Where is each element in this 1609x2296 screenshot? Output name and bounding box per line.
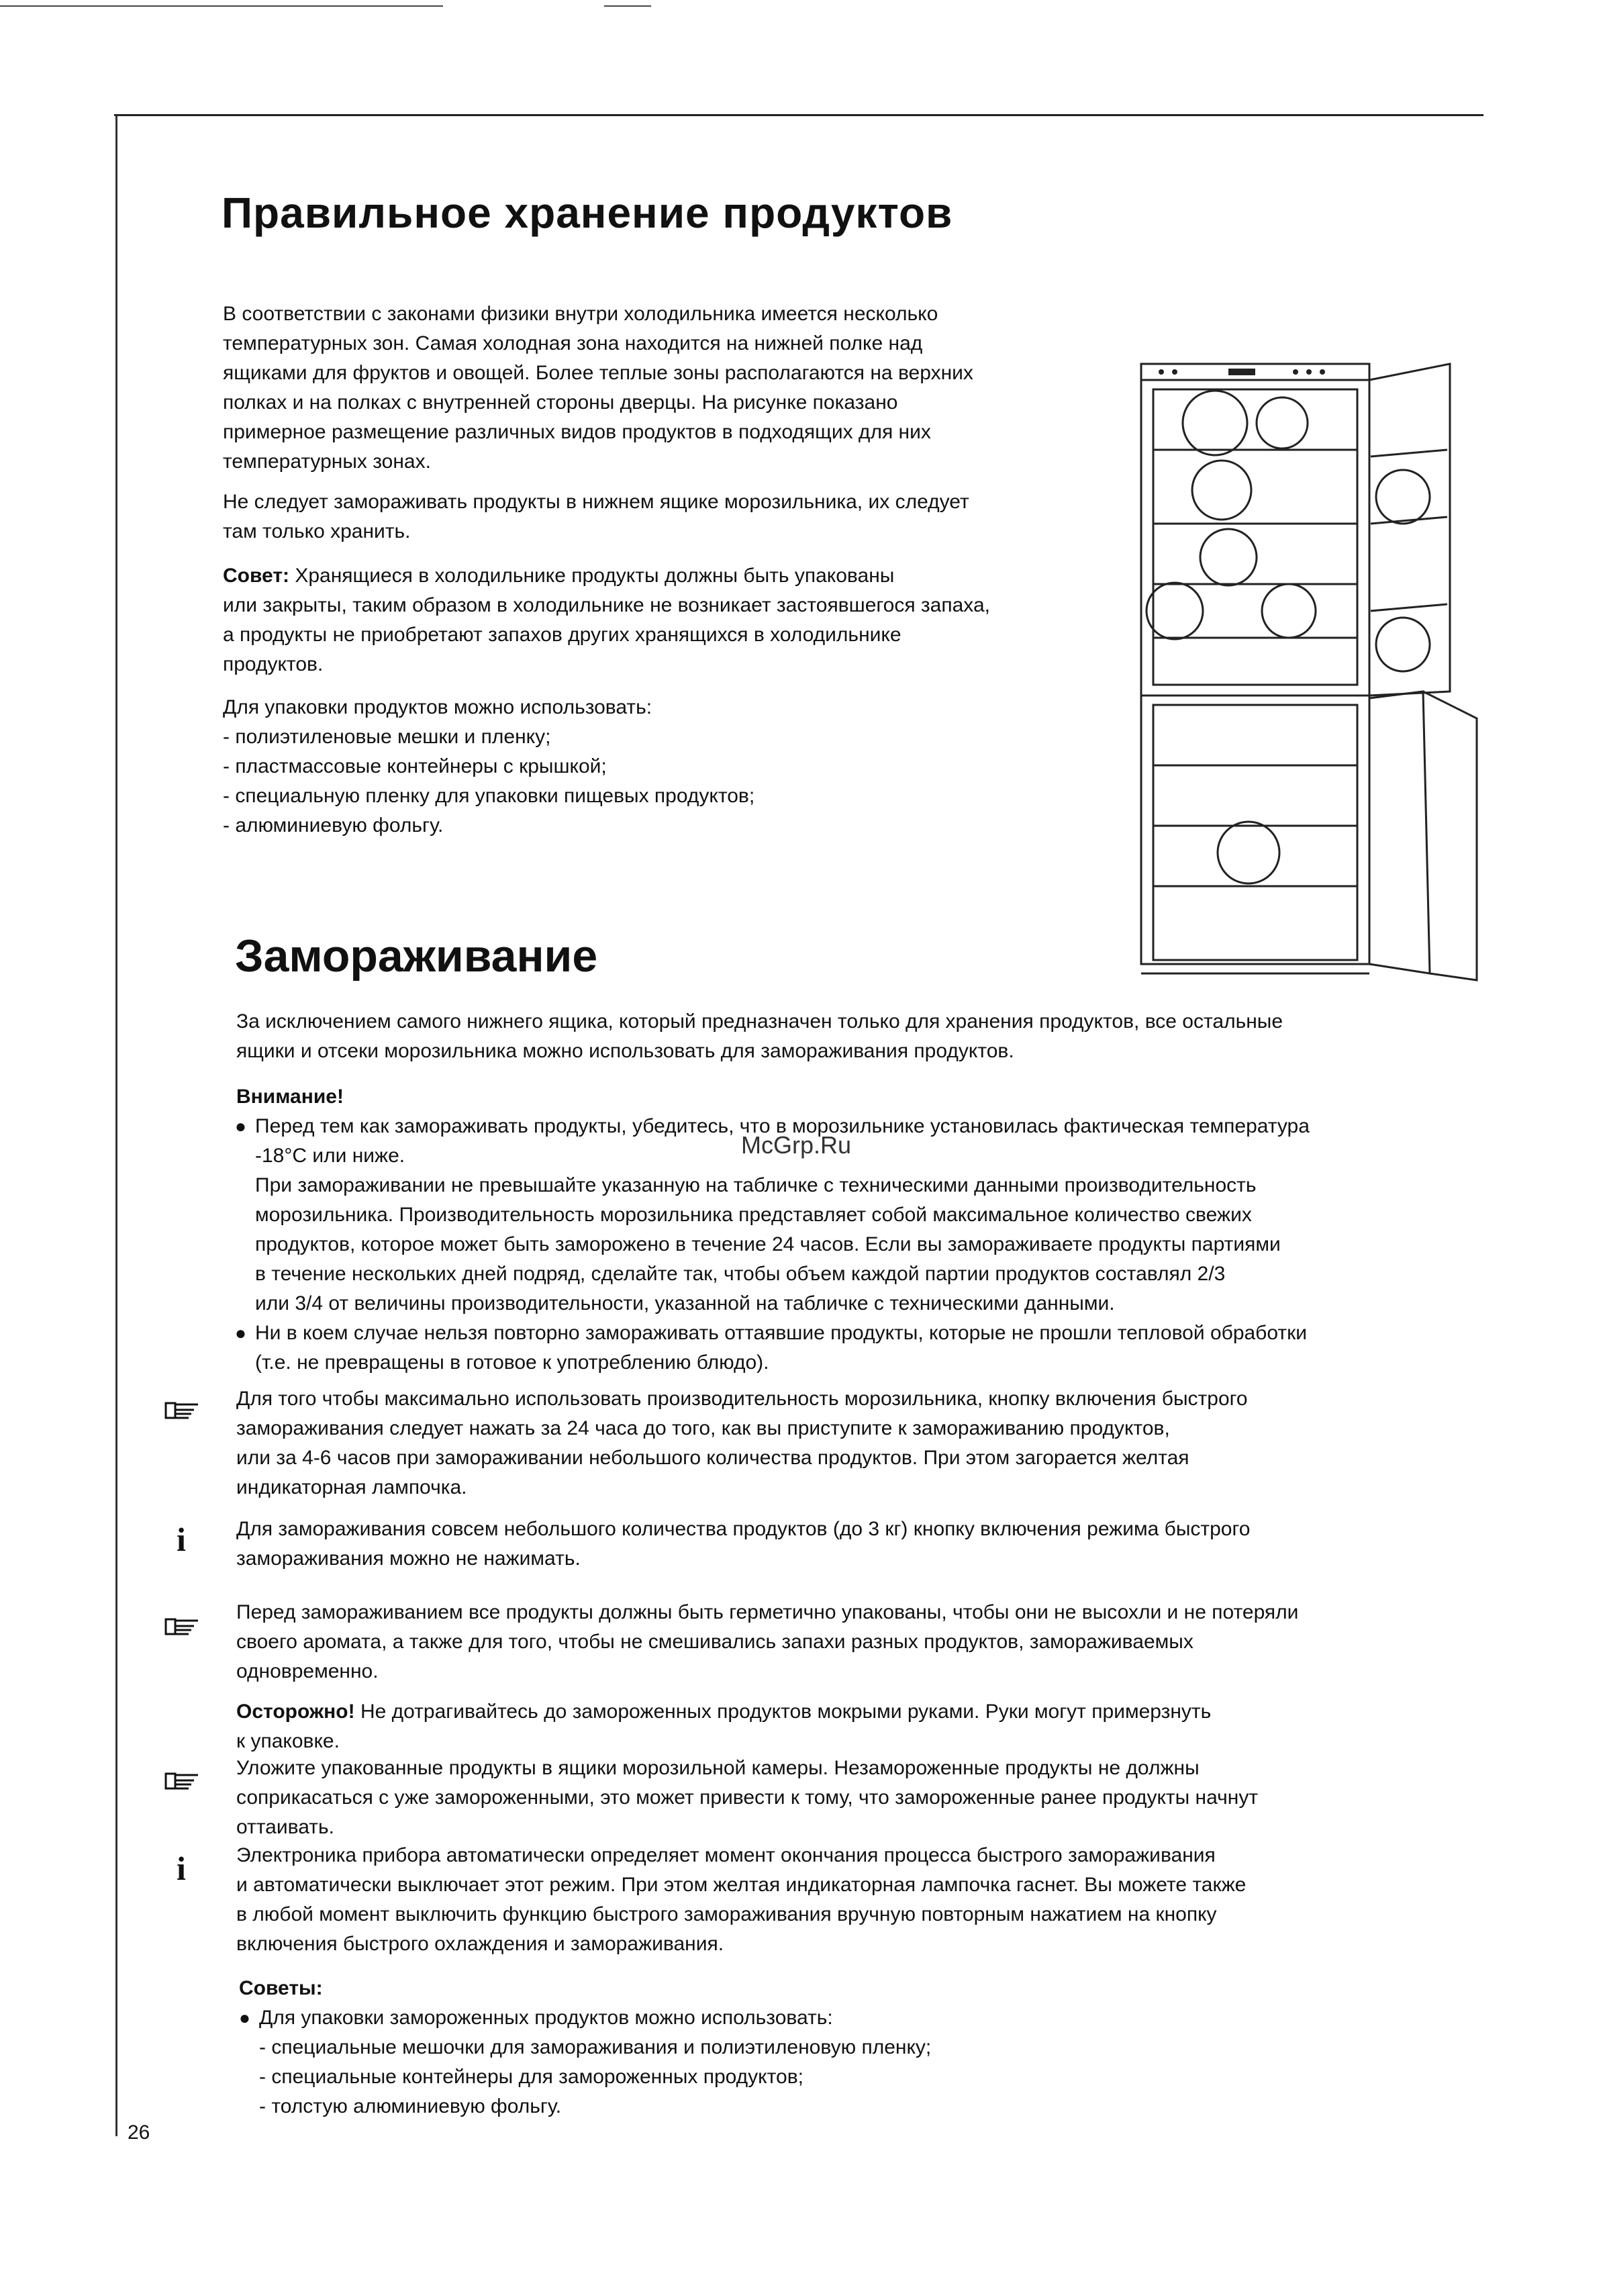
- svg-text:i: i: [177, 1521, 186, 1558]
- text-line: Для замораживания совсем небольшого количества продуктов (до 3 кг) кнопку включения режима быстрого: [236, 1518, 1251, 1540]
- text-line: одновременно.: [236, 1660, 379, 1682]
- quick-freeze-note: [236, 1384, 1248, 1502]
- text-line: к упаковке.: [236, 1730, 340, 1752]
- bullet-item: [235, 1319, 1485, 1378]
- text-line: (т.е. не превращены в готовое к употреблению блюдо).: [255, 1351, 769, 1374]
- text-line: При замораживании не превышайте указанную на табличке с техническими данными производительность: [255, 1174, 1257, 1196]
- bullet-dot-icon: ●: [239, 2007, 250, 2028]
- bullet-dot-icon: ●: [235, 1323, 246, 1343]
- text-line: или 3/4 от величины производительности, указанной на табличке с техническими данными.: [255, 1292, 1115, 1314]
- tips-label: Советы:: [239, 1977, 323, 1999]
- text-line: Для того чтобы максимально использовать производительность морозильника, кнопку включения быстрого: [236, 1388, 1248, 1410]
- info-i-icon: [164, 1519, 205, 1559]
- text-line: Электроника прибора автоматически определяет момент окончания процесса быстрого замораживания: [236, 1844, 1216, 1866]
- freezer-drawer-note: [223, 487, 969, 546]
- text-line: своего аромата, а также для того, чтобы не смешивались запахи разных продуктов, замораживаемых: [236, 1631, 1193, 1653]
- text-line: или за 4-6 часов при замораживании небольшого количества продуктов. При этом загорается желтая: [236, 1447, 1189, 1469]
- text-line: замораживания следует нажать за 24 часа до того, как вы приступите к замораживанию продуктов,: [236, 1417, 1170, 1439]
- text-line: ящиками для фруктов и овощей. Более теплые зоны располагаются на верхних: [223, 362, 973, 384]
- list-item: - толстую алюминиевую фольгу.: [259, 2095, 562, 2117]
- storage-tip: [223, 561, 990, 679]
- list-item: - специальные контейнеры для замороженных продуктов;: [259, 2066, 803, 2088]
- list-intro: Для упаковки продуктов можно использовать:: [223, 696, 652, 718]
- margin-rule: [115, 115, 117, 2136]
- attention-label: Внимание!: [236, 1086, 344, 1108]
- packaging-requirement-note: [236, 1598, 1298, 1686]
- text-line: замораживания можно не нажимать.: [236, 1547, 581, 1570]
- text-line: примерное размещение различных видов продуктов в подходящих для них: [223, 421, 931, 443]
- header-rule: [114, 114, 1483, 116]
- scan-mark: [0, 5, 443, 7]
- page-number: 26: [128, 2121, 150, 2144]
- caution-label: Осторожно!: [236, 1701, 355, 1723]
- text-line: там только хранить.: [223, 520, 411, 542]
- text-line: продуктов, которое может быть заморожено в течение 24 часов. Если вы замораживаете продукты партиями: [255, 1233, 1281, 1255]
- pointing-hand-icon: [164, 1760, 205, 1801]
- bullet-item: [239, 2003, 931, 2121]
- caution-block: [236, 1697, 1211, 1756]
- tip-label: Совет:: [223, 565, 290, 587]
- bullet-dot-icon: ●: [235, 1116, 246, 1137]
- text-line: ящики и отсеки морозильника можно использовать для замораживания продуктов.: [236, 1040, 1014, 1062]
- pointing-hand-icon: [164, 1606, 205, 1646]
- text-line: или закрыты, таким образом в холодильнике не возникает застоявшегося запаха,: [223, 594, 990, 616]
- text-line: Хранящиеся в холодильнике продукты должны быть упакованы: [289, 565, 895, 587]
- text-line: в течение нескольких дней подряд, сделайте так, чтобы объем каждой партии продуктов составлял 2/3: [255, 1263, 1226, 1285]
- text-line: в любой момент выключить функцию быстрого замораживания вручную повторным нажатием на кнопку: [236, 1903, 1217, 1925]
- text-line: а продукты не приобретают запахов других хранящихся в холодильнике: [223, 624, 901, 646]
- packaging-list: [223, 693, 754, 841]
- small-quantity-note: [236, 1515, 1250, 1574]
- text-line: Не дотрагивайтесь до замороженных продуктов мокрыми руками. Руки могут примерзнуть: [354, 1701, 1212, 1723]
- text-line: соприкасаться с уже замороженными, это может привести к тому, что замороженные ранее продукты начнут: [236, 1786, 1259, 1809]
- section-title-storage: Правильное хранение продуктов: [222, 189, 953, 237]
- text-line: В соответствии с законами физики внутри холодильника имеется несколько: [223, 303, 938, 325]
- auto-off-note: [236, 1841, 1246, 1959]
- attention-block: [236, 1082, 1485, 1378]
- text-line: -18°С или ниже.: [255, 1145, 405, 1167]
- text-line: продуктов.: [223, 653, 324, 675]
- info-i-icon: [164, 1848, 205, 1888]
- text-line: и автоматически выключает этот режим. При этом желтая индикаторная лампочка гаснет. Вы можете также: [236, 1874, 1247, 1896]
- text-line: температурных зонах.: [223, 450, 431, 473]
- list-item: - полиэтиленовые мешки и пленку;: [223, 726, 551, 748]
- text-line: оттаивать.: [236, 1816, 334, 1838]
- text-line: полках и на полках с внутренней стороны дверцы. На рисунке показано: [223, 391, 898, 414]
- text-line: Перед замораживанием все продукты должны быть герметично упакованы, чтобы они не высохли и не потеряли: [236, 1601, 1299, 1623]
- watermark: McGrp.Ru: [741, 1131, 852, 1159]
- bullet-item: [235, 1112, 1485, 1319]
- text-line: Ни в коем случае нельзя повторно замораживать оттаявшие продукты, которые не прошли тепловой обработки: [255, 1322, 1308, 1344]
- text-line: индикаторная лампочка.: [236, 1476, 467, 1498]
- list-item: - алюминиевую фольгу.: [223, 814, 444, 836]
- text-line: Уложите упакованные продукты в ящики морозильной камеры. Незамороженные продукты не должны: [236, 1757, 1200, 1779]
- section-title-freezing: Замораживание: [235, 930, 598, 982]
- text-line: температурных зон. Самая холодная зона находится на нижней полке над: [223, 332, 923, 354]
- list-item: - специальную пленку для упаковки пищевых продуктов;: [223, 785, 755, 807]
- freezing-intro: [236, 1007, 1283, 1066]
- text-line: Для упаковки замороженных продуктов можно использовать:: [259, 2007, 833, 2029]
- placement-note: [236, 1754, 1258, 1842]
- fridge-illustration: [1134, 356, 1483, 987]
- text-line: Не следует замораживать продукты в нижнем ящике морозильника, их следует: [223, 491, 969, 513]
- svg-text:i: i: [177, 1850, 186, 1887]
- text-line: морозильника. Производительность морозильника представляет собой максимальное количество свежих: [255, 1204, 1252, 1226]
- pointing-hand-icon: [164, 1390, 205, 1430]
- text-line: Перед тем как замораживать продукты, убедитесь, что в морозильнике установилась фактическая температура: [255, 1115, 1310, 1137]
- scan-mark: [604, 5, 651, 7]
- list-item: - специальные мешочки для замораживания и полиэтиленовую пленку;: [259, 2036, 932, 2058]
- text-line: включения быстрого охлаждения и замораживания.: [236, 1933, 724, 1955]
- storage-paragraph: [223, 299, 973, 477]
- tips-block: [239, 1974, 931, 2121]
- text-line: За исключением самого нижнего ящика, который предназначен только для хранения продуктов, все остальные: [236, 1010, 1283, 1033]
- list-item: - пластмассовые контейнеры с крышкой;: [223, 755, 607, 777]
